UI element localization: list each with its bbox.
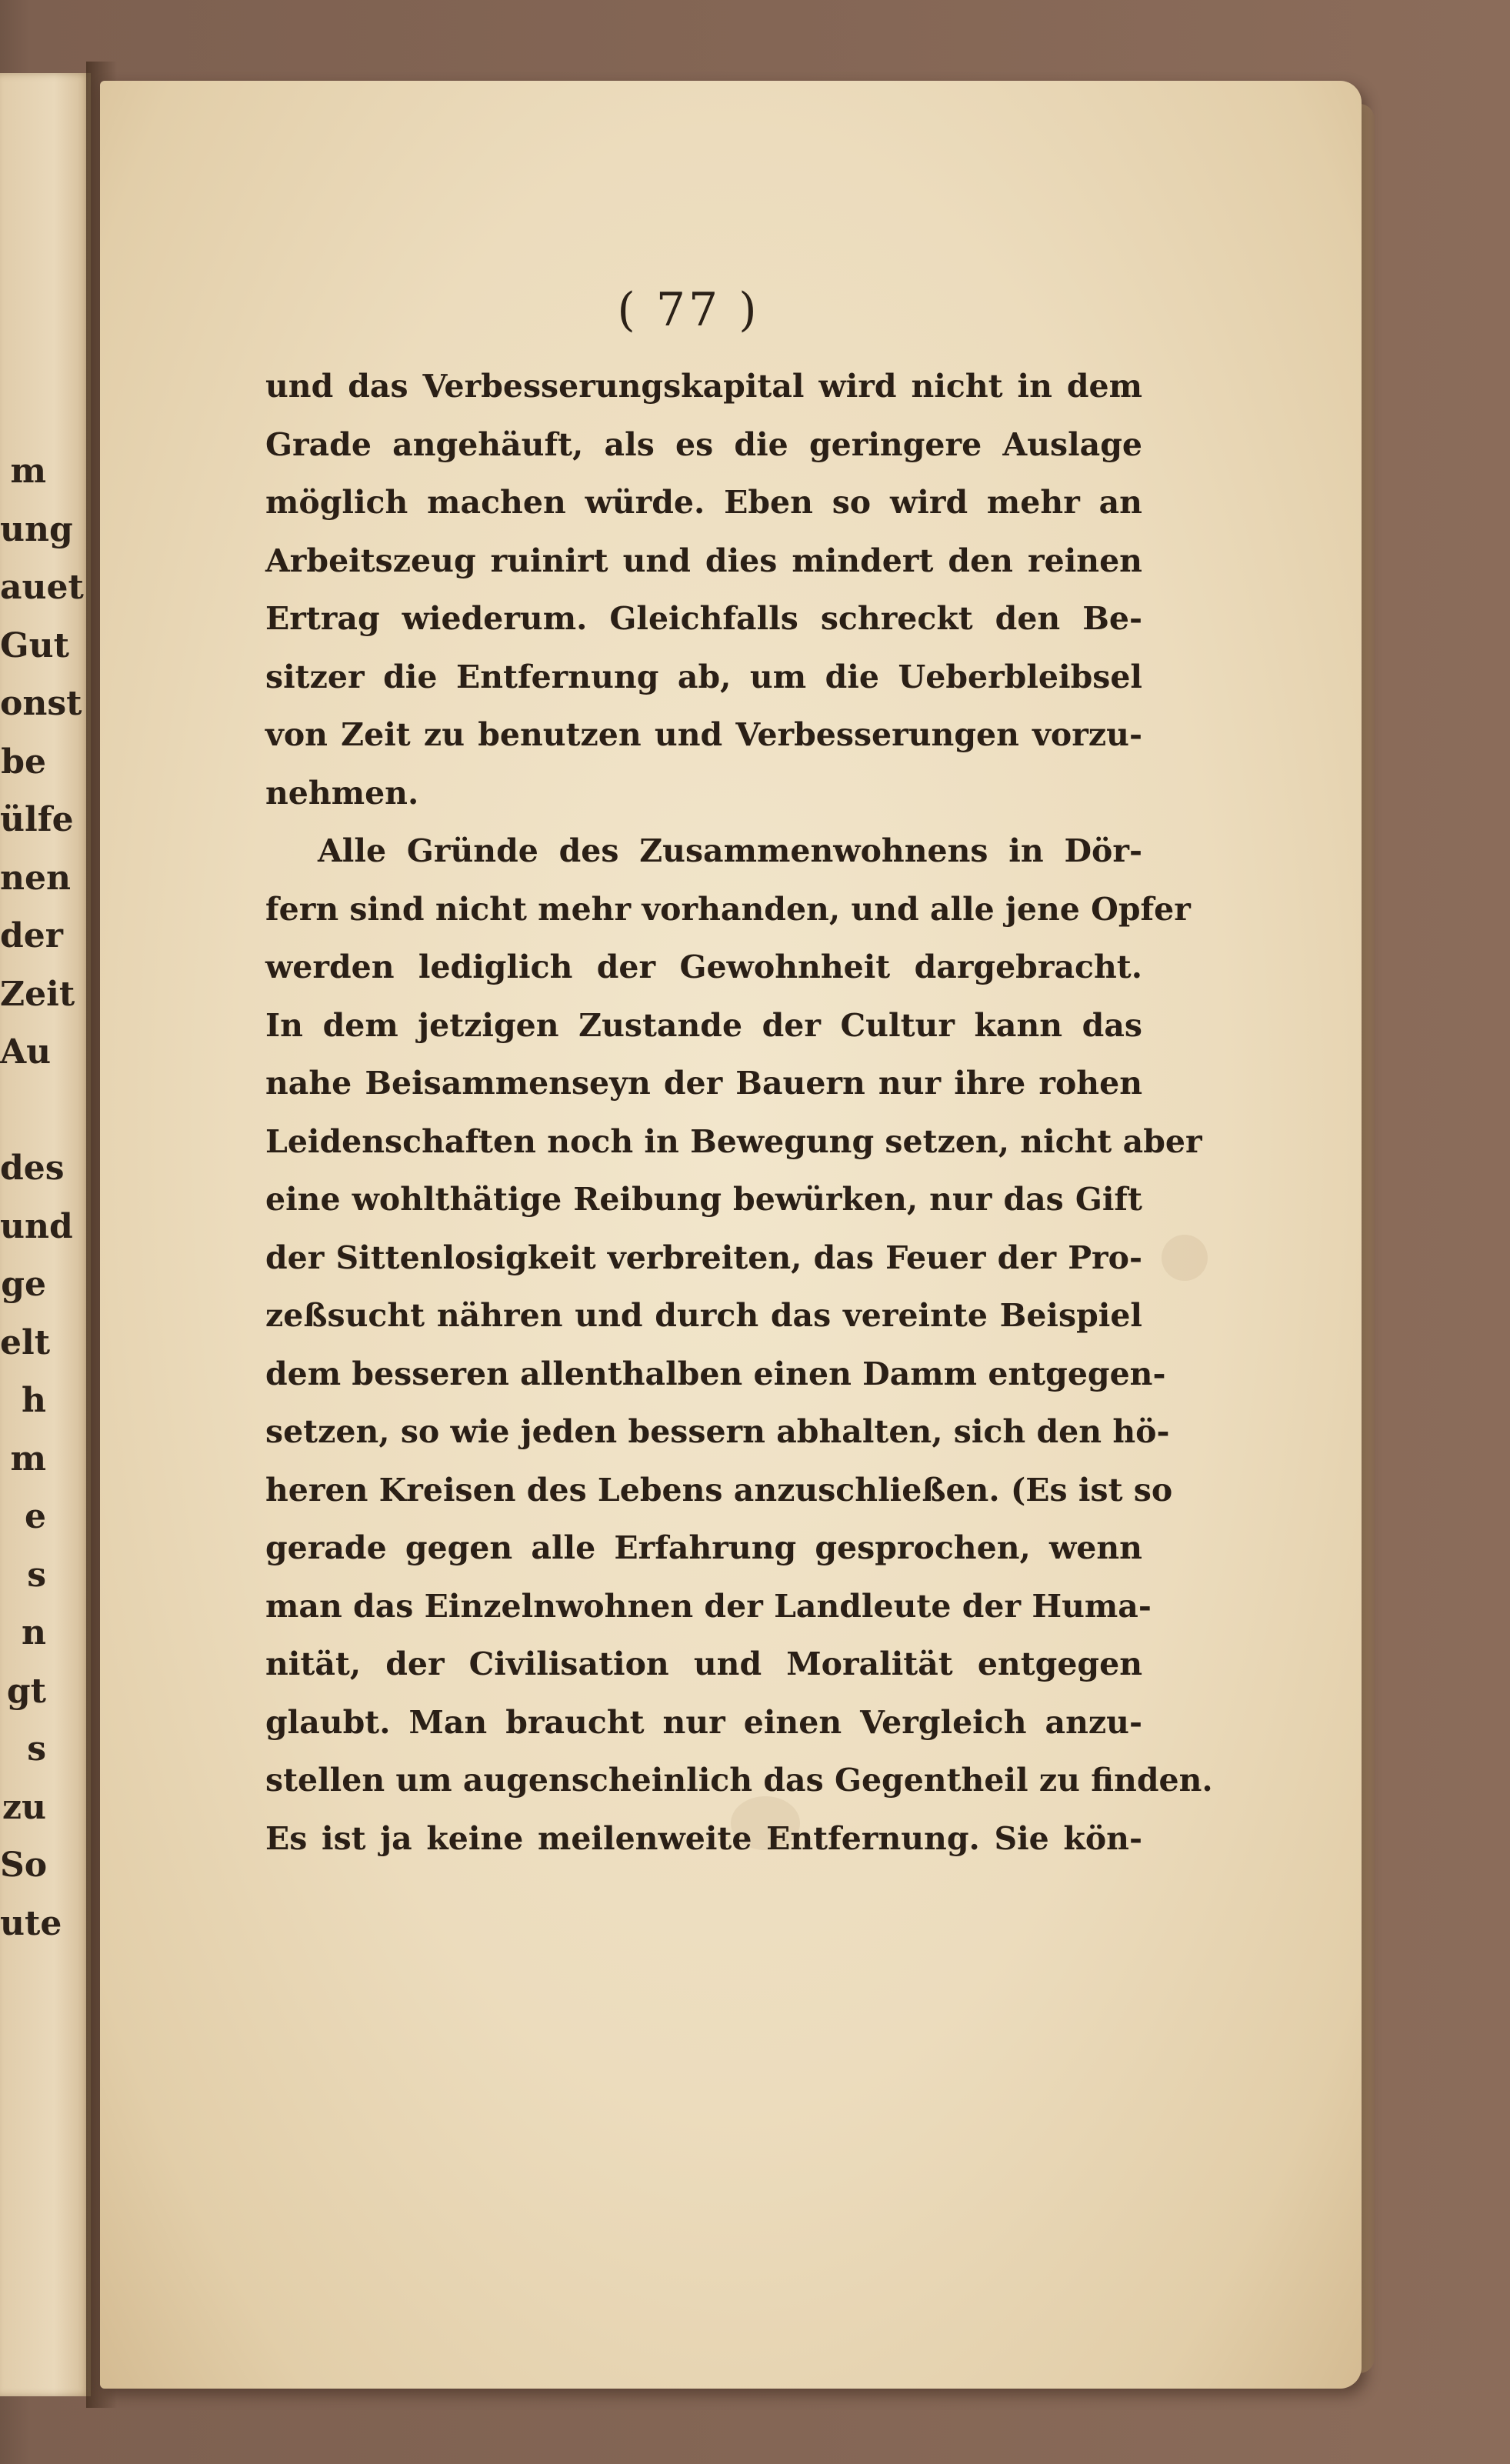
paper-stain (1162, 1235, 1208, 1281)
text-line: stellen um augenscheinlich das Gegentheil zu finden. (265, 1762, 1213, 1799)
text-line: Grade angehäuft, als es die geringere Auslage (265, 425, 1142, 463)
fragment: auet (0, 568, 84, 607)
fragment: ung (0, 509, 73, 549)
text-line: Ertrag wiederum. Gleichfalls schreckt den Be- (265, 600, 1142, 637)
body-text (265, 358, 1213, 1868)
text-line: man das Einzelnwohnen der Landleute der Huma- (265, 1587, 1152, 1625)
text-line: heren Kreisen des Lebens anzuschließen. (Es ist so (265, 1471, 1173, 1509)
text-line: fern sind nicht mehr vorhanden, und alle jene Opfer (265, 890, 1191, 928)
previous-page-edge (0, 73, 91, 2396)
fragment: Zeit (0, 974, 75, 1014)
fragment: nen (0, 858, 71, 898)
text-line: Alle Gründe des Zusammenwohnens in Dör- (318, 832, 1142, 869)
text-line: nehmen. (265, 774, 419, 812)
fragment: gt (6, 1671, 46, 1711)
text-line: der Sittenlosigkeit verbreiten, das Feuer der Pro- (265, 1239, 1142, 1276)
fragment: zu (2, 1787, 46, 1827)
fragment: m (10, 1439, 46, 1479)
fragment-gap (0, 1082, 46, 1140)
fragment: So (0, 1845, 48, 1885)
text-line: dem besseren allenthalben einen Damm entgegen- (265, 1355, 1166, 1392)
fragment: Gut (0, 625, 69, 665)
fragment: ülfe (0, 800, 74, 839)
fragment: des (0, 1149, 65, 1188)
fragment: be (1, 742, 46, 782)
fragment: s (27, 1729, 46, 1769)
text-line: von Zeit zu benutzen und Verbesserungen vorzu- (265, 716, 1142, 753)
text-line: nahe Beisammenseyn der Bauern nur ihre rohen (265, 1065, 1142, 1102)
fragment: n (22, 1613, 46, 1652)
text-line: glaubt. Man braucht nur einen Vergleich anzu- (265, 1703, 1142, 1741)
text-line: eine wohlthätige Reibung bewürken, nur das Gift (265, 1181, 1142, 1218)
fragment: Au (0, 1032, 52, 1072)
fragment: e (25, 1497, 46, 1536)
text-line: Es ist ja keine meilenweite Entfernung. Sie kön- (265, 1819, 1142, 1857)
text-line: In dem jetzigen Zustande der Cultur kann das (265, 1006, 1142, 1044)
fragment: ge (1, 1265, 46, 1304)
fragment: h (22, 1381, 46, 1420)
fragment: m (10, 452, 46, 491)
text-line: werden lediglich der Gewohnheit dargebracht. (265, 949, 1142, 985)
page-number: ( 77 ) (617, 283, 760, 337)
fragment: s (27, 1555, 46, 1595)
text-line: möglich machen würde. Eben so wird mehr an (265, 484, 1142, 521)
fragment: der (0, 916, 63, 955)
fragment: elt (0, 1322, 51, 1362)
fragment: onst (0, 684, 82, 723)
text-line: und das Verbesserungskapital wird nicht in dem (265, 368, 1142, 405)
fragment: und (0, 1206, 73, 1246)
text-line: setzen, so wie jeden bessern abhalten, sich den hö- (265, 1413, 1170, 1450)
text-line: sitzer die Entfernung ab, um die Ueberbleibsel (265, 658, 1142, 695)
text-line: Arbeitszeug ruinirt und dies mindert den reinen (265, 542, 1142, 579)
previous-page-fragments (0, 442, 84, 1952)
text-line: zeßsucht nähren und durch das vereinte Beispiel (265, 1297, 1142, 1334)
fragment: ute (0, 1903, 62, 1943)
text-line: nität, der Civilisation und Moralität entgegen (265, 1645, 1142, 1682)
text-line: Leidenschaften noch in Bewegung setzen, nicht aber (265, 1122, 1202, 1160)
text-line: gerade gegen alle Erfahrung gesprochen, wenn (265, 1529, 1142, 1566)
